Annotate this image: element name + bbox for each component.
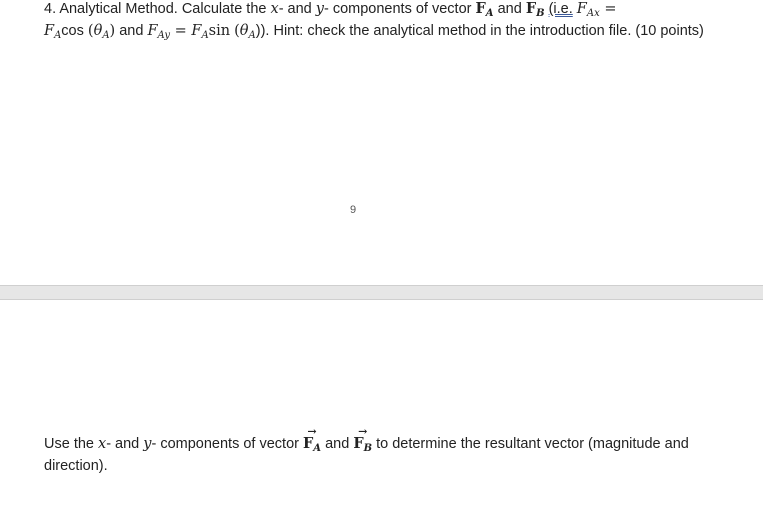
q4-x-var: x [270,1,279,17]
q5-fb-symbol: F [353,435,364,452]
q5-rest-text: to determine the resultant vector (magnitude and direction). [44,436,689,474]
q4-fay-subscript: Ay [157,30,170,41]
q4-theta2-symbol: θ [239,23,249,39]
q4-vector-fb [526,0,545,17]
q4-fa2-symbol: F [191,23,202,39]
q5-components-text: - components of vector [151,436,303,452]
q4-components-text: - components of vector [323,1,476,17]
q4-fb-symbol: F [525,0,537,17]
q5-y-var: y [143,436,152,452]
q5-and-text: - and [106,436,144,452]
q4-fa-symbol: F [475,0,486,17]
q5-fa-subscript: A [313,443,322,454]
q5-vector-fa [303,425,322,455]
q5-x-var: x [98,436,107,452]
q4-theta1-symbol: θ [93,23,103,39]
vector-arrow-icon: → [307,425,317,438]
q4-and3-text: and [115,23,148,39]
q5-fb-subscript: B [363,443,373,454]
q4-equals-2: = [170,23,192,39]
question-5-text [44,425,704,477]
q4-fa-1 [44,23,61,39]
q4-fb-subscript: B [536,8,545,19]
q4-hint-text: )). Hint: check the analytical method in the introduction file. (10 points) [255,23,704,39]
page-number: 9 [350,204,357,216]
q4-fay [147,23,170,39]
q4-and-text: - and [278,1,316,17]
q5-fa-symbol: F [303,435,314,452]
q4-cos: cos [61,23,84,39]
q5-intro: Use the [44,436,98,452]
page-break-gap [0,285,763,300]
q4-theta2-subscript: A [248,30,256,41]
q4-and2-text: and [493,1,526,17]
q4-vector-fa [476,0,494,17]
q4-fa2-subscript: A [201,30,209,41]
q4-intro: 4. Analytical Method. Calculate the [44,1,271,17]
question-4-text [44,0,704,42]
q4-fax [577,1,600,17]
q4-theta-1: $(\theta_A)$ [87,23,116,41]
vector-arrow-icon: → [358,425,368,438]
q4-theta1-subscript: A [102,30,110,41]
q4-fax-symbol: F [576,1,587,17]
q4-y-var: y [315,1,324,17]
q4-theta-2: ($\theta_A$ [234,23,256,41]
q5-vector-fb [353,425,373,455]
q4-fa1-symbol: F [44,23,55,39]
q4-fa-2 [191,23,208,39]
q4-sin: sin [208,23,231,39]
document-page-lower [0,300,763,521]
q4-fax-subscript: Ax [586,8,600,19]
q4-ie-text: (i.e. [548,1,573,17]
q4-equals-1: = [599,1,617,17]
q4-fa-subscript: A [485,8,494,19]
q5-and2-text: and [321,436,354,452]
q4-fa1-subscript: A [54,30,62,41]
q4-fay-symbol: F [147,23,158,39]
